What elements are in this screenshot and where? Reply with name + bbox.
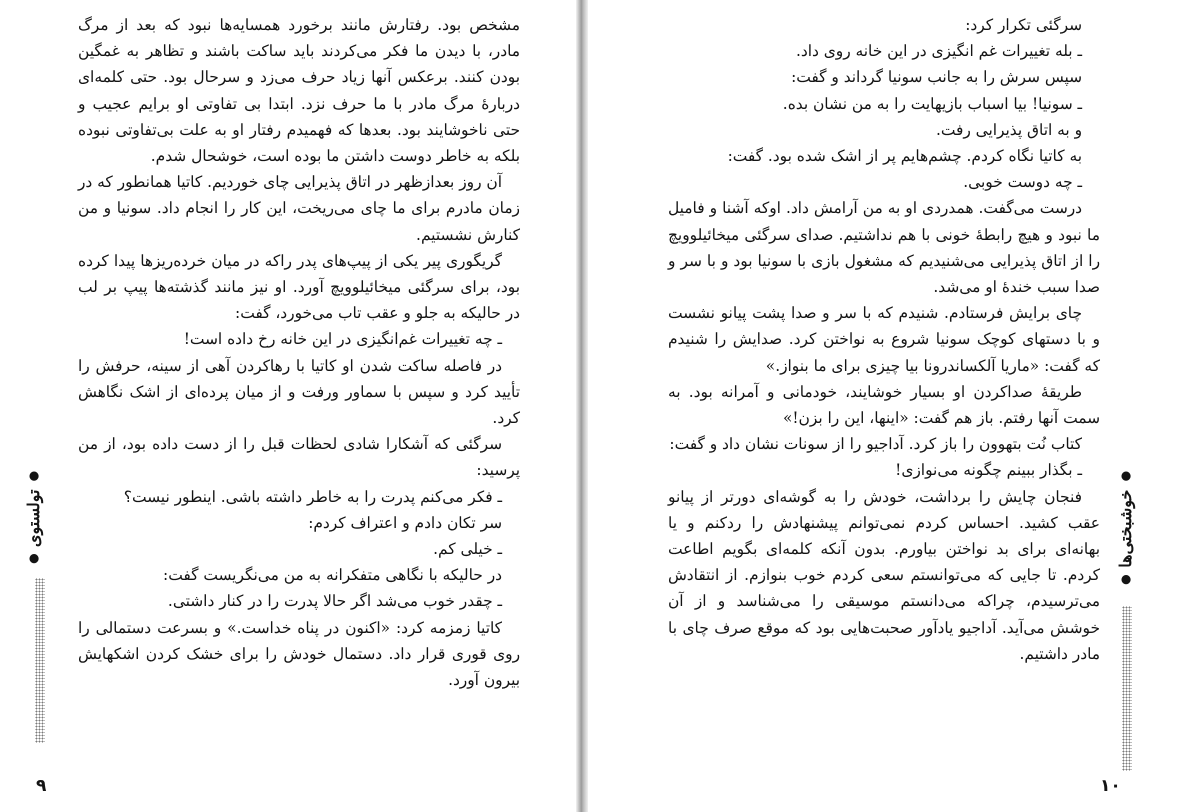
bullet-icon: ●: [27, 470, 41, 484]
paragraph: در حالیکه با نگاهی متفکرانه به من می‌نگریست گفت:: [163, 566, 502, 585]
left-page-text: [78, 12, 520, 693]
dialogue-line: ـ فکر می‌کنم پدرت را به خاطر داشته باشی. اینطور نیست؟: [123, 487, 502, 506]
dialogue-line: ـ چقدر خوب می‌شد اگر حالا پدرت را در کنار داشتی.: [167, 592, 502, 611]
dialogue-line: ـ خیلی کم.: [433, 540, 502, 559]
dialogue-line: ـ سونیا! بیا اسباب بازیهایت را به من نشان بده.: [782, 94, 1082, 113]
paragraph: سرگئی تکرار کرد:: [965, 16, 1082, 34]
dialogue-line: ـ بله تغییرات غم انگیزی در این خانه روی داد.: [795, 42, 1082, 61]
paragraph: درست می‌گفت. همدردی او به من آرامش داد. اوکه آشنا و فامیل ما نبود و هیچ رابطهٔ خونی با هم نداشتیم. صدای سرگئی میخائیلوویچ را از اتاق پذیرایی می‌شنیدیم که مشغول بازی با سونیا بود و با سر و صدا سبب خندهٔ او می‌شد.: [668, 199, 1100, 297]
dotted-ornament: [1122, 606, 1132, 771]
dialogue-line: ـ بگذار ببینم چگونه می‌نوازی!: [895, 461, 1082, 480]
running-head-title: تولستوی: [24, 489, 43, 548]
paragraph: سپس سرش را به جانب سونیا گرداند و گفت:: [791, 68, 1082, 87]
page-number: ۹: [36, 776, 47, 796]
left-page: [0, 0, 576, 812]
paragraph: در فاصله ساکت شدن او کاتیا با رهاکردن آهی از سینه، حرفش را تأیید کرد و سپس با سماور ورفت و از میان پرده‌ای از اشک نگاهش کرد.: [78, 356, 520, 428]
right-page: [588, 0, 1185, 812]
bullet-icon: ●: [27, 552, 41, 567]
paragraph: کاتیا زمزمه کرد: «اکنون در پناه خداست.» و بسرعت دستمالی را روی قوری قرار داد. دستمال خودش را برای خشک کردن اشکهایش بیرون آورد.: [78, 618, 520, 690]
paragraph: فنجان چایش را برداشت، خودش را به گوشه‌ای دورتر از پیانو عقب کشید. احساس کردم نمی‌توانم پیشنهادش را ردکنم و یا بهانه‌ای برای بد نواختن بیاورم. بدون آنکه کلمه‌ای بگویم اطاعت کردم. تا جایی که می‌توانستم سعی کردم خوب بنوازم. از انتقادش می‌ترسیدم، چراکه می‌دانستم موسیقی را می‌شناسد و از آن خوشش می‌آید. آداجیو یادآور صحبت‌هایی بود که موقع صرف چای با مادر داشتیم.: [668, 487, 1100, 663]
running-head-title: خوشبختی‌ها: [1116, 489, 1135, 568]
paragraph: سرگئی که آشکارا شادی لحظات قبل را از دست داده بود، از من پرسید:: [78, 435, 520, 480]
paragraph: سر تکان دادم و اعتراف کردم:: [308, 513, 502, 532]
paragraph: گریگوری پیر یکی از پیپ‌های پدر راکه در میان خرده‌ریزها پیدا کرده بود، برای سرگئی میخائیلوویچ آورد. او نیز مانند گذشته‌ها پیپ بر لب در حالیکه به جلو و عقب تاب می‌خورد، گفت:: [78, 251, 520, 323]
paragraph: کتاب نُت بتهوون را باز کرد. آداجیو را از سونات نشان داد و گفت:: [669, 435, 1082, 454]
running-head: [24, 470, 43, 567]
bullet-icon: ●: [1119, 470, 1133, 484]
dialogue-line: ـ چه دوست خوبی.: [963, 173, 1082, 192]
paragraph: و به اتاق پذیرایی رفت.: [935, 120, 1082, 139]
paragraph: مشخص بود. رفتارش مانند برخورد همسایه‌ها نبود که بعد از مرگ مادر، با دیدن ما فکر می‌کردند باید ساکت باشند و تظاهر به غمگین بودن کنند. برعکس آنها زیاد حرف می‌زد و سرحال بود. حتی کلمه‌ای دربارهٔ مرگ مادر با ما حرف نزد. ابتدا بی تفاوتی او برایم عجیب و حتی ناخوشایند بود. بعدها که فهمیدم رفتار او به علت بی‌تفاوتی نبوده بلکه به خاطر دوست داشتن ما بوده است، خوشحال شدم.: [78, 16, 520, 166]
paragraph: آن روز بعدازظهر در اتاق پذیرایی چای خوردیم. کاتیا همانطور که در زمان مادرم برای ما چای می‌ریخت، این کار را انجام داد. سونیا و من کنارش نشستیم.: [78, 173, 520, 244]
page-number: ۱۰: [1100, 776, 1121, 796]
paragraph: به کاتیا نگاه کردم. چشم‌هایم پر از اشک شده بود. گفت:: [727, 147, 1082, 166]
running-head: [1116, 470, 1135, 587]
paragraph: چای برایش فرستادم. شنیدم که با سر و صدا پشت پیانو نشست و با دستهای کوچک سونیا شروع به نواختن کرد. صدایش را شنیدم که گفت: «ماریا آلکساندرونا بیا چیزی برای ما بنواز.»: [668, 304, 1100, 375]
dotted-ornament: [35, 578, 45, 743]
right-page-text: [668, 12, 1100, 667]
dialogue-line: ـ چه تغییرات غم‌انگیزی در این خانه رخ داده است!: [183, 330, 502, 349]
book-gutter: [576, 0, 588, 812]
paragraph: طریقهٔ صداکردن او بسیار خوشایند، خودمانی و آمرانه بود. به سمت آنها رفتم. باز هم گفت: «اینها، این را بزن!»: [668, 382, 1100, 428]
bullet-icon: ●: [1119, 573, 1133, 588]
